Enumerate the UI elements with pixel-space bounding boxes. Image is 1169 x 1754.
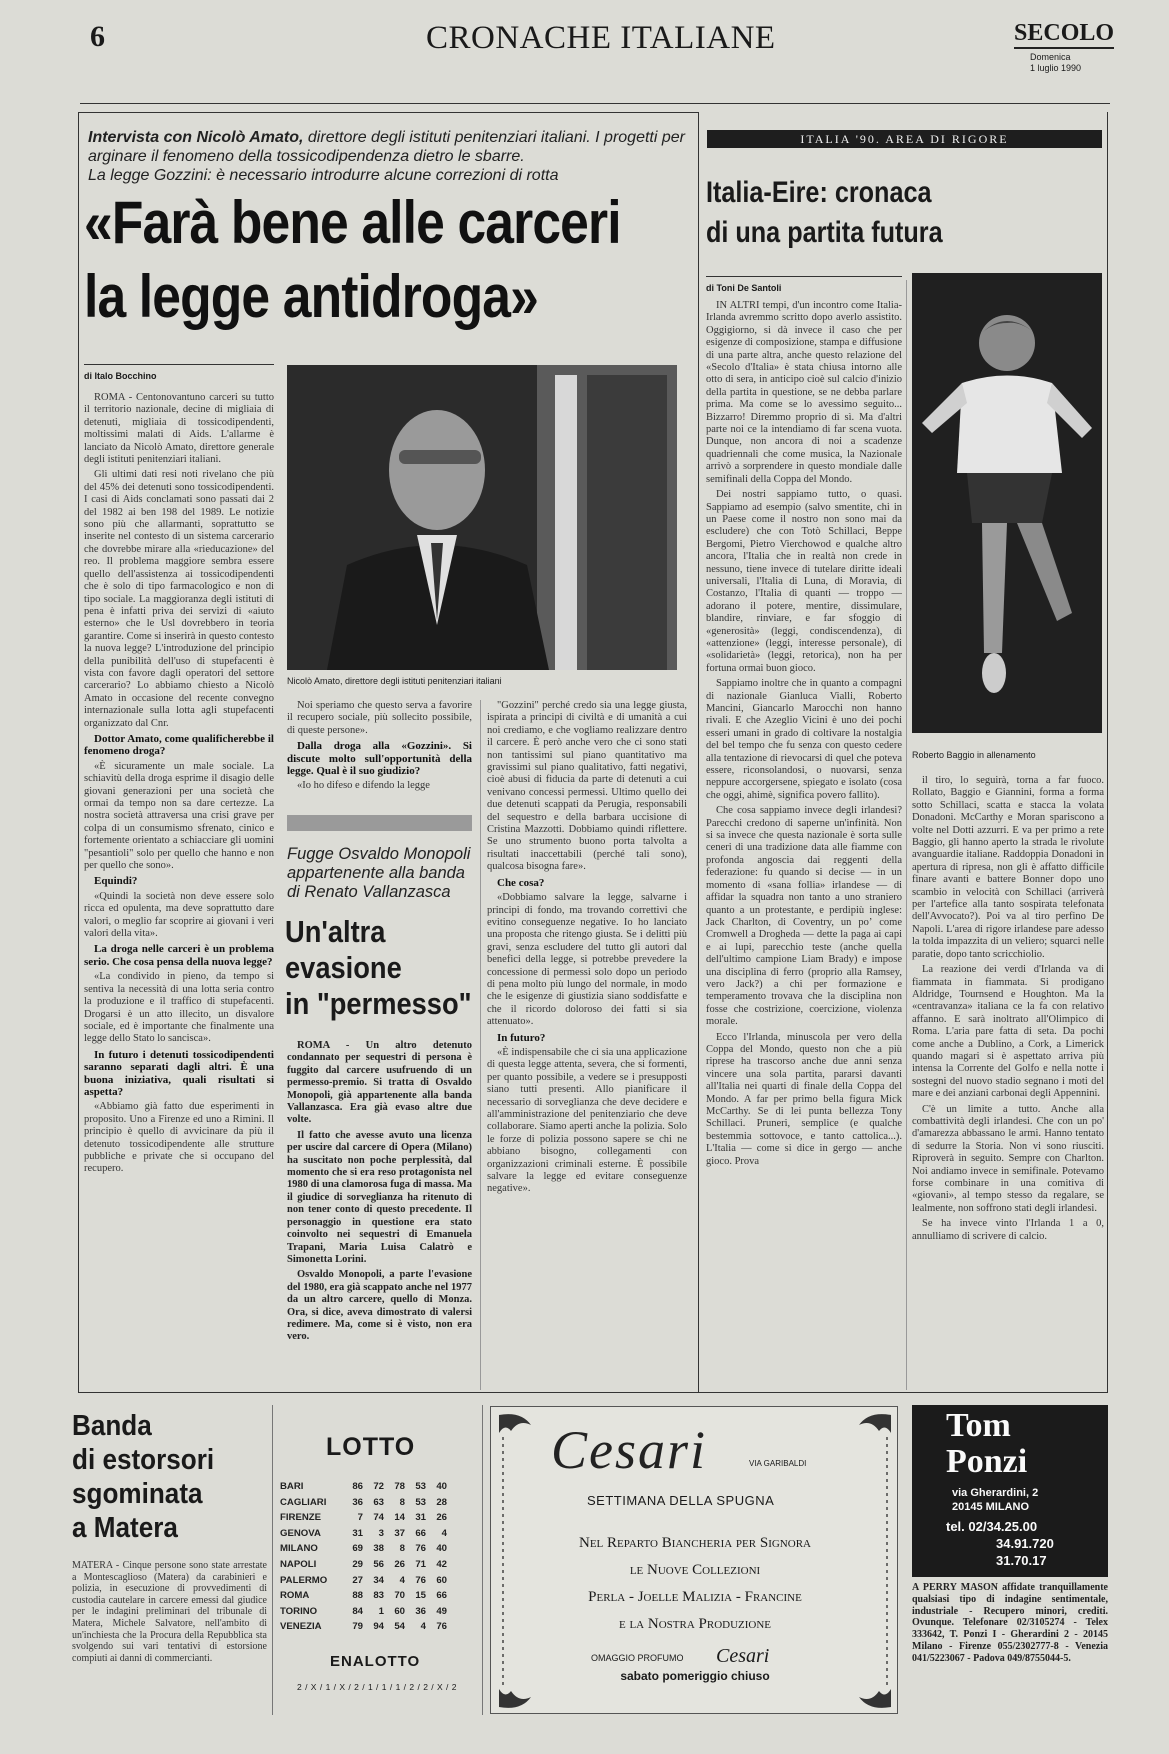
lotto-number: 72 — [373, 1481, 384, 1492]
lotto-row — [280, 1495, 476, 1511]
cesari-line4: e la Nostra Produzione — [618, 1616, 772, 1632]
lotto-row — [280, 1619, 476, 1635]
paragraph: Se ha invece vinto l'Irlanda 1 a 0, annulliamo di scrivere di calcio. — [912, 1218, 1104, 1242]
date-line-2: 1 luglio 1990 — [1030, 63, 1082, 73]
sports-column-1 — [706, 300, 902, 1386]
question: Dalla droga alla «Gozzini». Si discute molto sull'opportunità della legge. Qual è il suo giudizio? — [287, 740, 472, 778]
paragraph: Il fatto che avesse avuto una licenza per uscire dal carcere di Opera (Milano) ha suscitato non poche perplessità, dal momento che si era reso protagonista nel 1980 di una clamorosa fuga di massa. Ma il giudice di sorveglianza ha ritenuto di non tener conto di questo precedente. Il personaggio in questione era stato coinvolto nei sequestri di Emanuela Trapani, Maria Luisa Calatrò e Simonetta Lorini. — [287, 1129, 472, 1265]
lotto-number: 66 — [415, 1527, 426, 1539]
ponzi-tel3: 31.70.17 — [996, 1553, 1047, 1568]
lotto-number: 8 — [399, 1496, 405, 1508]
side-headline-line3: in "permesso" — [285, 986, 472, 1021]
brief-text: MATERA - Cinque persone sono state arrestate a Montescaglioso (Matera) da carabinieri e polizia, in esecuzione di provvedimenti di custodia cautelare in carcere emessi dal giudice per le indagini preliminari del tribunale di Matera, Michele Salvatore, nell'ambito di un'inchiesta che la Procura della Repubblica sta svolgendo sui vari tentativi di estorsione compiuti ai danni di commercianti. — [72, 1560, 267, 1664]
question: Che cosa? — [497, 876, 545, 889]
kicker-rest: direttore degli istituti penitenziari italiani. I progetti per arginare il fenomeno della tossicodipendenza dietro le sbarre. — [88, 129, 685, 165]
lotto-number: 38 — [373, 1543, 384, 1555]
date-line-1: Domenica — [1030, 52, 1071, 62]
paragraph: Gli ultimi dati resi noti rivelano che più del 45% dei detenuti sono tossicodipendenti. I casi di Aids conclamati sono passati dai 2 del 1982 ai ben 198 del 1989. Le notizie sono più che allarmanti, soprattutto se inserite nel contesto di un sistema carcerario che dovrebbe mirare alla «rieducazione» del reo. Il problema maggiore sembra essere quello dell'assistenza ai tossicodipendenti che è solo di tipo farmacologico e non di tipo sociale. La maggioranza degli istituti di pena è infatti priva dei servizi di «aiuto esterno» che le Usl dovrebbero in teoria garantire. Come si inserirà in questo contesto la nuova legge? L'introduzione del principio della punibilità dell'uso di stupefacenti è vista con favore dagli operatori del settore carcerario? Lo abbiamo chiesto a Nicolò Amato in occasione del recente convegno internazionale sulla lotta agli stupefacenti organizzato dal Cnr. — [84, 469, 274, 729]
main-kicker — [88, 128, 698, 185]
cesari-gift-brand: Cesari — [716, 1645, 770, 1667]
brief-headline-line3: sgominata — [72, 1478, 203, 1510]
lotto-row — [280, 1479, 476, 1495]
cesari-brand: Cesari — [551, 1420, 708, 1480]
lotto-number: 29 — [352, 1558, 363, 1570]
bottom-divider-1 — [272, 1405, 273, 1715]
ponzi-classified: A PERRY MASON affidate tranquillamente qualsiasi tipo di indagine sentimentale, industriale - Recupero minori, crediti. Ovunque. Telefonare 02/3105274 - Telex 333642, T. Ponzi I - Gherardini 2 - 20145 Milano - Firenze 055/2302777-8 - Venezia 041/5223067 - Padova 049/8755044-5. — [912, 1582, 1108, 1664]
paragraph: Sappiamo inoltre che in quanto a compagni di nazionale Gianluca Vialli, Roberto Mancini, Giancarlo Marocchi non hanno rivali. E che Azeglio Vicini è uno dei pochi esseri umani in grado di coltivare la nostalgia del bel tempo che fu senza con questo cedere alla tentazione di rievocarsi di quel che poteva essere, riconsolandosi, o nuovarsi, senza neppure accorgersene, spiegato e isolato (cosa che oggi, ahimè, significa povero fallito). — [706, 678, 902, 801]
lotto-number: 74 — [373, 1512, 384, 1524]
cesari-gift: OMAGGIO PROFUMO — [591, 1653, 684, 1663]
lotto-row — [280, 1541, 476, 1557]
lotto-city: ROMA — [280, 1590, 310, 1602]
lotto-number: 31 — [415, 1512, 426, 1524]
paragraph: «La condivido in pieno, da tempo si sentiva la necessità di una lotta seria contro la produzione e il traffico di stupefacenti. Drogarsi è un atto illecito, un disvalore sociale, ed è importante che finalmente una legge dello Stato lo sancisca». — [84, 971, 274, 1045]
column-divider — [480, 700, 481, 1390]
lotto-number: 3 — [378, 1527, 384, 1539]
lotto-city: NAPOLI — [280, 1558, 317, 1570]
sports-byline: di Toni De Santoli — [706, 283, 782, 293]
enalotto-title: ENALOTTO — [330, 1653, 421, 1670]
main-headline-line1: «Farà bene alle carceri — [84, 189, 621, 256]
lotto-number: 66 — [436, 1590, 447, 1602]
lotto-row — [280, 1557, 476, 1573]
lotto-table — [280, 1479, 476, 1635]
cesari-line1: Nel Reparto Biancheria per Signora — [579, 1535, 811, 1551]
sports-column-2 — [912, 775, 1104, 1386]
lotto-number: 15 — [415, 1590, 426, 1602]
lotto-number: 54 — [394, 1621, 405, 1633]
paragraph: ROMA - Centonovantuno carceri su tutto il territorio nazionale, decine di migliaia di detenuti, migliaia di tossicodipendenti, moltissimi malati di Aids. L'allarme è lanciato da Nicolò Amato, direttore generale degli istituti penitenziari italiani. — [84, 392, 274, 466]
cesari-subtitle: SETTIMANA DELLA SPUGNA — [587, 1493, 775, 1508]
cesari-address: VIA GARIBALDI — [749, 1459, 807, 1468]
ponzi-tel1: tel. 02/34.25.00 — [946, 1519, 1038, 1534]
paragraph: «Abbiamo già fatto due esperimenti in proposito. Uno a Firenze ed uno a Rimini. Il principio è quello di avvicinare da più il detenuto tossicodipendente alle strutture pubbliche e private che si occupano del recupero. — [84, 1101, 274, 1175]
lotto-number: 8 — [399, 1543, 405, 1555]
sports-column-divider — [906, 280, 907, 1390]
kicker-lead: Intervista con Nicolò Amato, — [88, 129, 304, 146]
sports-banner: ITALIA '90. AREA DI RIGORE — [707, 130, 1102, 148]
lotto-number: 69 — [352, 1543, 363, 1555]
amato-photo — [287, 365, 677, 670]
sports-byline-rule — [706, 276, 902, 277]
ponzi-name-line2: Ponzi — [946, 1443, 1028, 1480]
brief-headline-line1: Banda — [72, 1410, 152, 1442]
lotto-number: 4 — [420, 1621, 426, 1633]
paragraph: Dei nostri sappiamo tutto, o quasi. Sappiamo ad esempio (salvo smentite, chi in un Paese come il nostro non sono mai da escludere) che con Totò Schillaci, Beppe Bergomi, Pietro Vierchowod e qualche altro ancora, l'Italia che in realtà non crede in nessuno, tiene invece di tutelare diritte ideali universali, l'Italia di Luna, di Moravia, di Costanzo, l'Italia di quanti — troppo — adorano il potere, mentire, dissimulare, blandire, rinviare, e far sfoggio di «generosità» (leggi, condiscendenza), di «attenzione» (leggi, interesse personale), di «solidarietà» (leggi, retorica), non ha per fortuna ormai buon gioco. — [706, 489, 902, 674]
enalotto-values: 2 / X / 1 / X / 2 / 1 / 1 / 1 / 2 / 2 / X / 2 — [297, 1682, 457, 1692]
paragraph: ROMA - Un altro detenuto condannato per sequestri di persona è fuggito dal carcere usufruendo di un permesso-premio. Si tratta di Osvaldo Monopoli, già appartenente alla banda Vallanzasca. Era già evaso altre due volte. — [287, 1040, 472, 1126]
lotto-number: 79 — [352, 1621, 363, 1633]
side-article-text — [287, 1040, 472, 1386]
lotto-city: MILANO — [280, 1543, 318, 1555]
masthead-logo: SECOLO — [1014, 20, 1114, 49]
question: Equindi? — [94, 875, 138, 888]
lotto-number: 86 — [352, 1481, 363, 1492]
lotto-number: 37 — [394, 1527, 405, 1539]
lotto-city: FIRENZE — [280, 1512, 322, 1524]
lotto-row — [280, 1510, 476, 1526]
side-article-bar — [287, 815, 472, 831]
lotto-number: 26 — [394, 1558, 405, 1570]
page-header — [0, 0, 1169, 100]
paragraph: Che cosa sappiamo invece degli irlandesi? Parecchi credono di saperne un'infinità. Non si sa invece che questa nazionale è sorta sulle ceneri di una tradizione data alle fiamme con profonda angoscia dai reggenti della federazione: fu quando si decise — in un momento di «sana follia» irlandese — di affidar la squadra non tanto a uno straniero quanto a un protestante, e perdipiù inglese: Jack Charlton, di Coventry, un poʼ come Cromwell a Drogheda — dette la paga ai capi e ai lupi, parecchio teste (anche quella dell'ultimo campione Liam Brady) e impose una disciplina di ferro (proprio alla Ramsey, vero Jack?) a chi per formazione e temperamento trovava che la disciplina non fosse che costrizione, coercizione, violenza morale. — [706, 805, 902, 1028]
lotto-number: 88 — [352, 1590, 363, 1602]
ponzi-address2: 20145 MILANO — [952, 1501, 1030, 1513]
brief-headline-line4: a Matera — [72, 1512, 178, 1544]
lotto-number: 94 — [373, 1621, 384, 1633]
lotto-number: 42 — [436, 1558, 447, 1570]
lotto-number: 14 — [394, 1512, 405, 1524]
lotto-number: 60 — [436, 1574, 447, 1586]
paragraph: Ecco l'Irlanda, minuscola per vero della Coppa del Mondo, questo non che a più riprese ha trascorso anche due anni senza vincere una sola partita, pararsi davanti all'Italia nei quarti di finale della Coppa del Mondo. A far per primo bella figura Mick McCarthy. Se di lei punta bellezza Tony Schillaci. Pruneri, semplice (e qualche bestemmia sottovoce, e tanto cattolica...). L'Italia — come si dice in gergo — anche gioco. Prova — [706, 1031, 902, 1167]
baggio-photo-caption: Roberto Baggio in allenamento — [912, 750, 1036, 760]
cesari-ad — [490, 1406, 898, 1714]
cesari-line3: Perla - Joelle Malizia - Francine — [588, 1589, 802, 1605]
lotto-row — [280, 1588, 476, 1604]
lotto-number: 53 — [415, 1496, 426, 1508]
lotto-number: 56 — [373, 1558, 384, 1570]
lotto-row — [280, 1604, 476, 1620]
main-headline-line2: la legge antidroga» — [84, 263, 538, 330]
lotto-number: 84 — [352, 1605, 363, 1617]
lotto-number: 70 — [394, 1590, 405, 1602]
baggio-photo — [912, 273, 1102, 733]
lotto-number: 4 — [441, 1527, 447, 1539]
paragraph: Osvaldo Monopoli, a parte l'evasione del 1980, era già scappato anche nel 1977 da un altro carcere, quello di Monza. Ora, si dice, aveva dimostrato di valersi redimere. Ma, come si è visto, non era vero. — [287, 1269, 472, 1343]
lotto-city: CAGLIARI — [280, 1496, 327, 1508]
sports-frame-left — [698, 112, 699, 1392]
lotto-box — [278, 1405, 476, 1715]
cesari-line2: le Nuove Collezioni — [629, 1562, 761, 1578]
brief-headline-line2: di estorsori — [72, 1444, 215, 1476]
paragraph: «Io ho difeso e difendo la legge — [297, 780, 430, 792]
lotto-row — [280, 1526, 476, 1542]
lotto-city: GENOVA — [280, 1527, 321, 1539]
lotto-number: 36 — [415, 1605, 426, 1617]
lotto-city: BARI — [280, 1481, 304, 1492]
lotto-number: 26 — [436, 1512, 447, 1524]
paragraph: «Quindi la società non deve essere solo ricca ed opulenta, ma deve soprattutto dare valori, o meglio far scoprire ai giovani i veri valori della vita». — [84, 890, 274, 940]
paragraph: «È sicuramente un male sociale. La schiavitù della droga esprime il disagio delle giovani generazioni per una società che ormai da tempo non sa dare certezze. La nostra società attraversa una crisi grave per colpa di un consumismo sfrenato, cinico e fortemente orientato a schiacciare gli uomini "pesantioli" solo per quello che hanno e non per quello che sono». — [84, 760, 274, 872]
lotto-number: 49 — [436, 1605, 447, 1617]
lotto-number: 7 — [357, 1512, 363, 1524]
lotto-number: 60 — [394, 1605, 405, 1617]
sports-headline-line2: di una partita futura — [706, 216, 943, 249]
lotto-number: 76 — [415, 1574, 426, 1586]
page-number: 6 — [90, 20, 105, 53]
lotto-title: LOTTO — [326, 1433, 416, 1461]
header-divider — [80, 103, 1110, 104]
portrait-illustration — [287, 365, 677, 670]
lotto-number: 34 — [373, 1574, 384, 1586]
lotto-number: 40 — [436, 1481, 447, 1492]
ponzi-name-line1: Tom — [946, 1407, 1011, 1444]
amato-photo-caption: Nicolò Amato, direttore degli istituti penitenziari italiani — [287, 676, 502, 686]
side-headline-line1: Un'altra — [285, 914, 386, 949]
lotto-number: 76 — [415, 1543, 426, 1555]
question: Dottor Amato, come qualificherebbe il fenomeno droga? — [84, 732, 274, 758]
paragraph: C'è un limite a tutto. Anche alla combattività degli irlandesi. Che con un po' d'amarezza abbassano le armi. Hanno tentato di sedurre la Storia. Non vi sono riusciti. Riproverà in seguito. Sempre con Charlton. Noi andiamo invece in semifinale. Potevamo forse combinare in una comitiva di «giovani», al tempo stesso da regalare, se lealmente, non soffrono stati degli irlandesi. — [912, 1103, 1104, 1214]
paragraph: «È indispensabile che ci sia una applicazione di questa legge attenta, severa, che si formenti, per quanto possibile, a vedere se i presupposti siano tutti presenti. Allo pianificare il necessario di sorveglianza che deve decidere e all'amministrazione del penitenziario che deve collaborare. Siamo aperti anche la polizia. Solo le forze di polizia possono sapere se chi ne abbiano bisogno, collegamenti con organizzazioni criminali esterne. È possibile salvare la legge ed evitare conseguenze negative». — [487, 1046, 687, 1195]
lotto-number: 78 — [394, 1481, 405, 1492]
lotto-number: 63 — [373, 1496, 384, 1508]
paragraph: «Dobbiamo salvare la legge, salvarne i principi di fondo, ma trovando correttivi che evitino conseguenze negative. Io ho lanciato una proposta che ritengo giusta. Se i delitti più gravi, senza escludere del tutto gli autori dal benefici della legge, si potrebbe prevedere la concessione di permessi solo dopo un periodo di pena molto più lungo del normale, in modo che le esigenze di giustizia siano soddisfatte e che il ricordo doloroso dei fatti si sia attenuato». — [487, 892, 687, 1028]
ponzi-tel2: 34.91.720 — [996, 1536, 1054, 1551]
kicker-line3: La legge Gozzini: è necessario introdurre alcune correzioni di rotta — [88, 167, 559, 184]
main-article-column-3 — [487, 700, 687, 1386]
question: In futuro i detenuti tossicodipendenti saranno separati dagli altri. È una buona iniziativa, quali risultati si aspetta? — [84, 1048, 274, 1098]
lotto-number: 53 — [415, 1481, 426, 1492]
lotto-number: 27 — [352, 1574, 363, 1586]
lotto-row — [280, 1573, 476, 1589]
lotto-city: PALERMO — [280, 1574, 328, 1586]
lotto-number: 4 — [399, 1574, 405, 1586]
paragraph: La reazione dei verdi d'Irlanda va di fiammata in fiammata. Si prodigano Aldridge, Tournsend e Houghton. Ma la «centravanza» italiana ce la fa con relativo affanno. E sarà inoltrato all'Olimpico di Roma. L'aria pare fatta di seta. Da pochi come anche a Dublino, a Cork, a Limerick quando magari si è aspettato arriva più intensa la Corrente del Golfo e nella notte i sostegni del nuovo stadio segnano i moti del mare e dei anziani carbonai degli Appennini. — [912, 964, 1104, 1100]
lotto-number: 28 — [436, 1496, 447, 1508]
lotto-number: 83 — [373, 1590, 384, 1602]
main-article-column-1 — [84, 392, 274, 1386]
question: In futuro? — [497, 1031, 546, 1044]
lotto-number: 31 — [352, 1527, 363, 1539]
lotto-number: 36 — [352, 1496, 363, 1508]
paragraph: IN ALTRI tempi, d'un incontro come Italia-Irlanda avremmo scritto dopo averlo assistito. Oggigiorno, si dà invece il caso che per esigenze di composizione, stampa e diffusione di una parte altra, anche questo relazione del «Secolo d'Italia» è stata chiusa intorno alle otto di sera, in anticipo cioè sul calcio d'inizio della partita in questione, se ne debba parlare prima. Ma come se lo avessimo seguito... Bizzarro! Diremmo proprio di sì. Ma d'altri parte noi ce la intendiamo di far scena vuota. Dunque, non ancora di noi a scadenze quadriennali che come musica, la Nazionale arrivò a sorprendere in questo mondiale dalle semifinali della Coppa del Mondo. — [706, 300, 902, 485]
main-article-frame-top — [78, 112, 698, 113]
sports-headline-line1: Italia-Eire: cronaca — [706, 176, 932, 209]
lotto-city: TORINO — [280, 1605, 318, 1617]
ponzi-address1: via Gherardini, 2 — [952, 1487, 1039, 1499]
ponzi-ad — [912, 1405, 1108, 1577]
lotto-number: 1 — [378, 1605, 384, 1617]
bottom-divider-2 — [482, 1405, 483, 1715]
main-article-column-2 — [287, 700, 472, 800]
byline-rule — [84, 364, 274, 365]
content-frame-bottom — [78, 1392, 1108, 1393]
main-article-frame-left — [78, 112, 79, 1392]
lotto-number: 76 — [436, 1621, 447, 1633]
lotto-city: VENEZIA — [280, 1621, 322, 1633]
lotto-number: 71 — [415, 1558, 426, 1570]
footballer-illustration — [912, 273, 1102, 733]
side-article-kicker: Fugge Osvaldo Monopoli appartenente alla banda di Renato Vallanzasca — [287, 845, 471, 901]
sports-frame-right — [1107, 112, 1108, 1392]
question: La droga nelle carceri è un problema serio. Che cosa pensa della nuova legge? — [84, 943, 274, 968]
section-title: CRONACHE ITALIANE — [426, 20, 776, 56]
main-byline: di Italo Bocchino — [84, 371, 157, 381]
paragraph: Noi speriamo che questo serva a favorire il recupero sociale, più sollecito possibile, di queste persone». — [287, 700, 472, 736]
paragraph: il tiro, lo seguirà, torna a far fuoco. Rollato, Baggio e Giannini, forma a forma sotto Schillaci, scatta e stacca la volata Donadoni. McCarthy e Moran spariscono a volte nel Dotti azzurri. E va per primo a rete Baggio, gli hanno aperto la strada le rivolute avanguardie italiane. Raddoppia Donadoni in apertura di ripresa, non gli è affatto difficile finare avanti e battere Bonner dopo uno scambio in velocità con Schillaci (arriverà per l'artefice alla tanto sospirata telefonata dell'Avvocato?). Poi va al tiro perfino De Napoli. L'area di rigore irlandese pare adesso la tolda impazzita di un veliero; squarci nelle paratie, dopo tanto scricchiolio. — [912, 775, 1104, 960]
side-headline-line2: evasione — [285, 950, 402, 985]
paragraph: "Gozzini" perché credo sia una legge giusta, ispirata a principi di civiltà e di umanità a cui noi crediamo, e che vogliamo realizzare dentro il carcere. È però anche vero che ci sono stati non tantissimi sul piano quantitativo ma gravissimi sul piano qualitativo, fatti negativi, cioè abusi di fiducia da parte di detenuti a cui venivano concessi permessi. Ultimo quello dei due detenuti scappati da Perugia, responsabili del sequestro e della barbara uccisione di Cristina Mazzotti. Dobbiamo quindi riflettere. Se uno strumento buono porta talvolta a risultati inaccettabili (perché tali sono), qualcosa bisogna fare». — [487, 700, 687, 873]
lotto-number: 40 — [436, 1543, 447, 1555]
cesari-hours: sabato pomeriggio chiuso — [620, 1669, 770, 1683]
